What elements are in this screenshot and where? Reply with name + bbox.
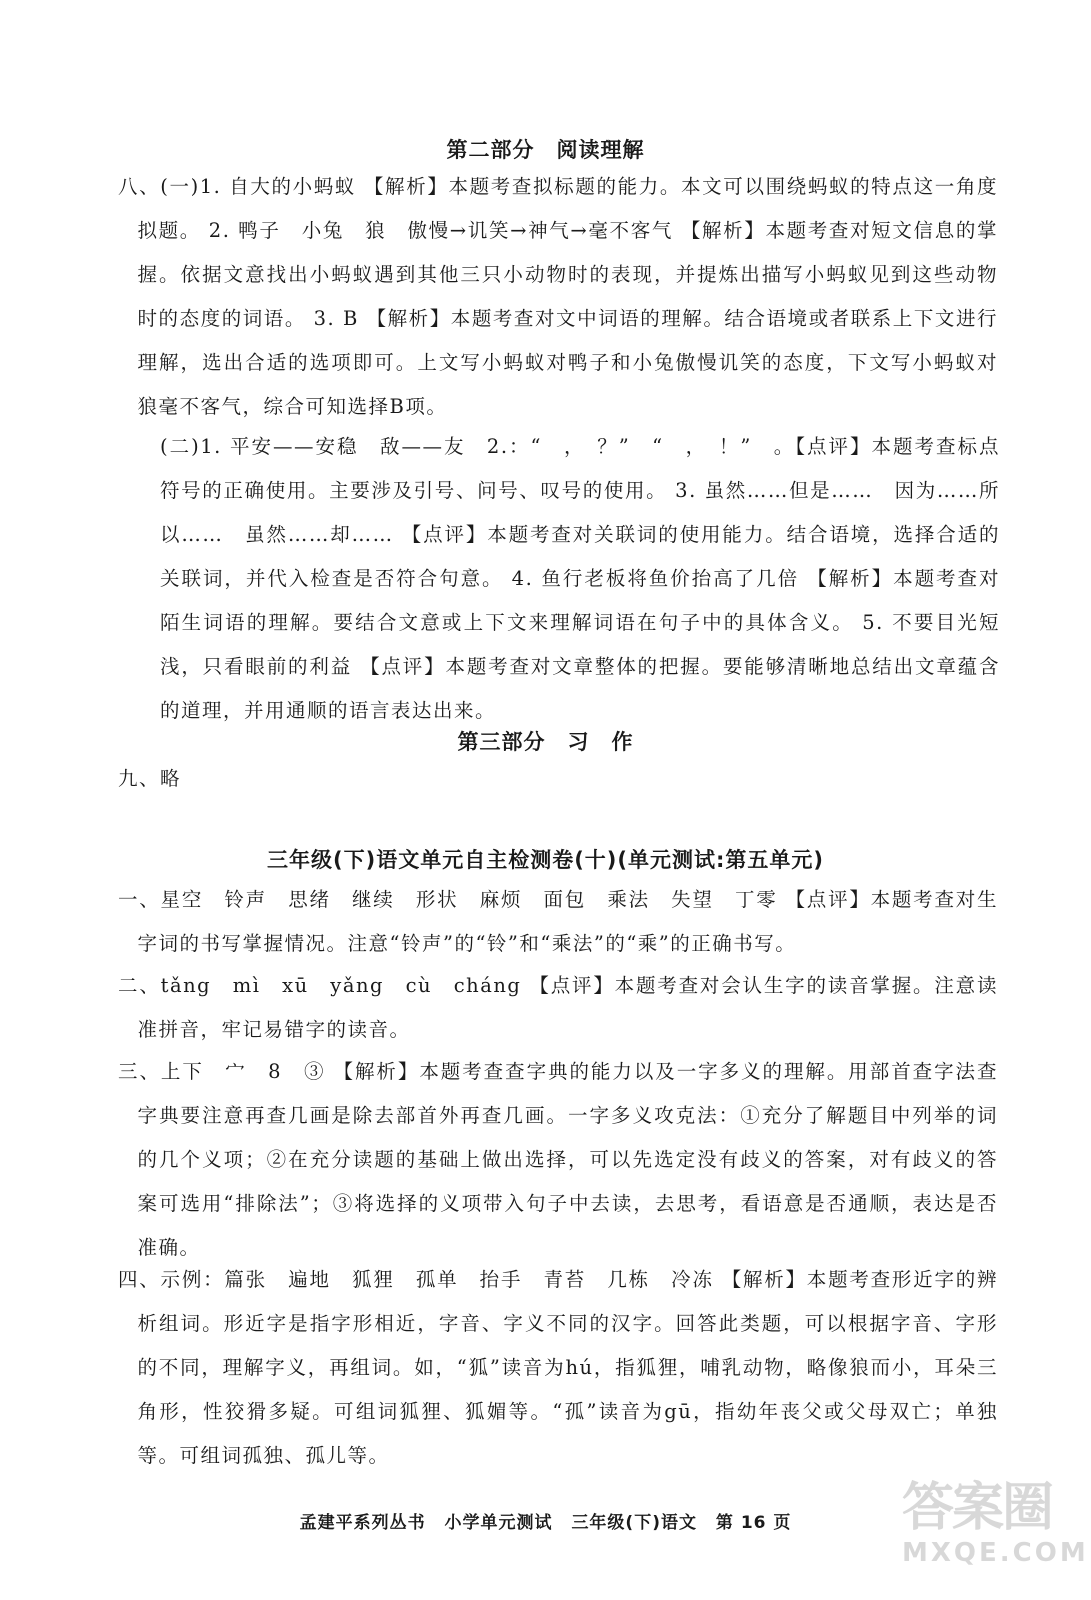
test-title: 三年级(下)语文单元自主检测卷(十)(单元测试:第五单元): [267, 848, 824, 872]
answer-test-q2: 二、tǎng mì xū yǎng cù cháng 【点评】本题考查对会认生字的读音掌握。注意读准拼音，牢记易错字的读音。: [118, 974, 998, 1041]
part3-heading: 第三部分 习 作: [457, 730, 634, 754]
answer-test-q4: 四、示例：篇张 遍地 狐狸 孤单 抬手 青苔 几栋 冷冻 【解析】本题考查形近字的辨析组词。形近字是指字形相近，字音、字义不同的汉字。回答此类题，可以根据字音、字形的不同，理解字义，再组词。如，“狐”读音为hú，指狐狸，哺乳动物，略像狼而小，耳朵三角形，性狡猾多疑。可组词狐狸、狐媚等。“孤”读音为gū，指幼年丧父或父母双亡；单独等。可组词孤独、孤儿等。: [118, 1268, 998, 1467]
watermark-logo-text: 答案圈: [902, 1478, 1053, 1538]
part2-heading: 第二部分 阅读理解: [446, 138, 645, 162]
answer-q9: 九、略: [118, 767, 182, 790]
answer-test-q3: 三、上下 宀 8 ③ 【解析】本题考查查字典的能力以及一字多义的理解。用部首查字法查字典要注意再查几画是除去部首外再查几画。一字多义攻克法：①充分了解题目中列举的词的几个义项；②在充分读题的基础上做出选择，可以先选定没有歧义的答案，对有歧义的答案可选用“排除法”；③将选择的义项带入句子中去读，去思考，看语意是否通顺，表达是否准确。: [118, 1060, 998, 1259]
answer-q8-part2-text: (二)1. 平安——安稳 敌——友 2.：“ ， ？” “ ， ！” 。【点评】本题考查标点符号的正确使用。主要涉及引号、问号、叹号的使用。 3. 虽然……但是…… 因为……所以…… 虽然……却…… 【点评】本题考查对关联词的使用能力。结合语境，选择合适的关联词，并代入检查是否符合句意。 4. 鱼行老板将鱼价抬高了几倍 【解析】本题考查对陌生词语的理解。要结合文意或上下文来理解词语在句子中的具体含义。 5. 不要目光短浅，只看眼前的利益 【点评】本题考查对文章整体的把握。要能够清晰地总结出文章蕴含的道理，并用通顺的语言表达出来。: [160, 435, 1000, 722]
answer-q8-part2: [160, 425, 1000, 733]
footer-series: 孟建平系列丛书: [299, 1513, 426, 1533]
answer-test-q1: 一、星空 铃声 思绪 继续 形状 麻烦 面包 乘法 失望 丁零 【点评】本题考查对生字词的书写掌握情况。注意“铃声”的“铃”和“乘法”的“乘”的正确书写。: [118, 888, 998, 955]
watermark-logo: [902, 1478, 1089, 1588]
answer-q8-part1: 八、(一)1. 自大的小蚂蚁 【解析】本题考查拟标题的能力。本文可以围绕蚂蚁的特点这一角度拟题。 2. 鸭子 小兔 狼 傲慢→讥笑→神气→毫不客气 【解析】本题考查对短文信息的掌握。依据文意找出小蚂蚁遇到其他三只小动物时的表现，并提炼出描写小蚂蚁见到这些动物时的态度的词语。 3. B 【解析】本题考查对文中词语的理解。结合语境或者联系上下文进行理解，选出合适的选项即可。上文写小蚂蚁对鸭子和小兔傲慢讥笑的态度，下文写小蚂蚁对狼毫不客气，综合可知选择B项。: [118, 175, 998, 418]
watermark-site-text: MXQE.COM: [902, 1538, 1089, 1568]
footer-page-number: 第 16 页: [715, 1513, 792, 1533]
footer-book: 小学单元测试: [444, 1513, 553, 1533]
footer-grade: 三年级(下)语文: [571, 1513, 697, 1533]
